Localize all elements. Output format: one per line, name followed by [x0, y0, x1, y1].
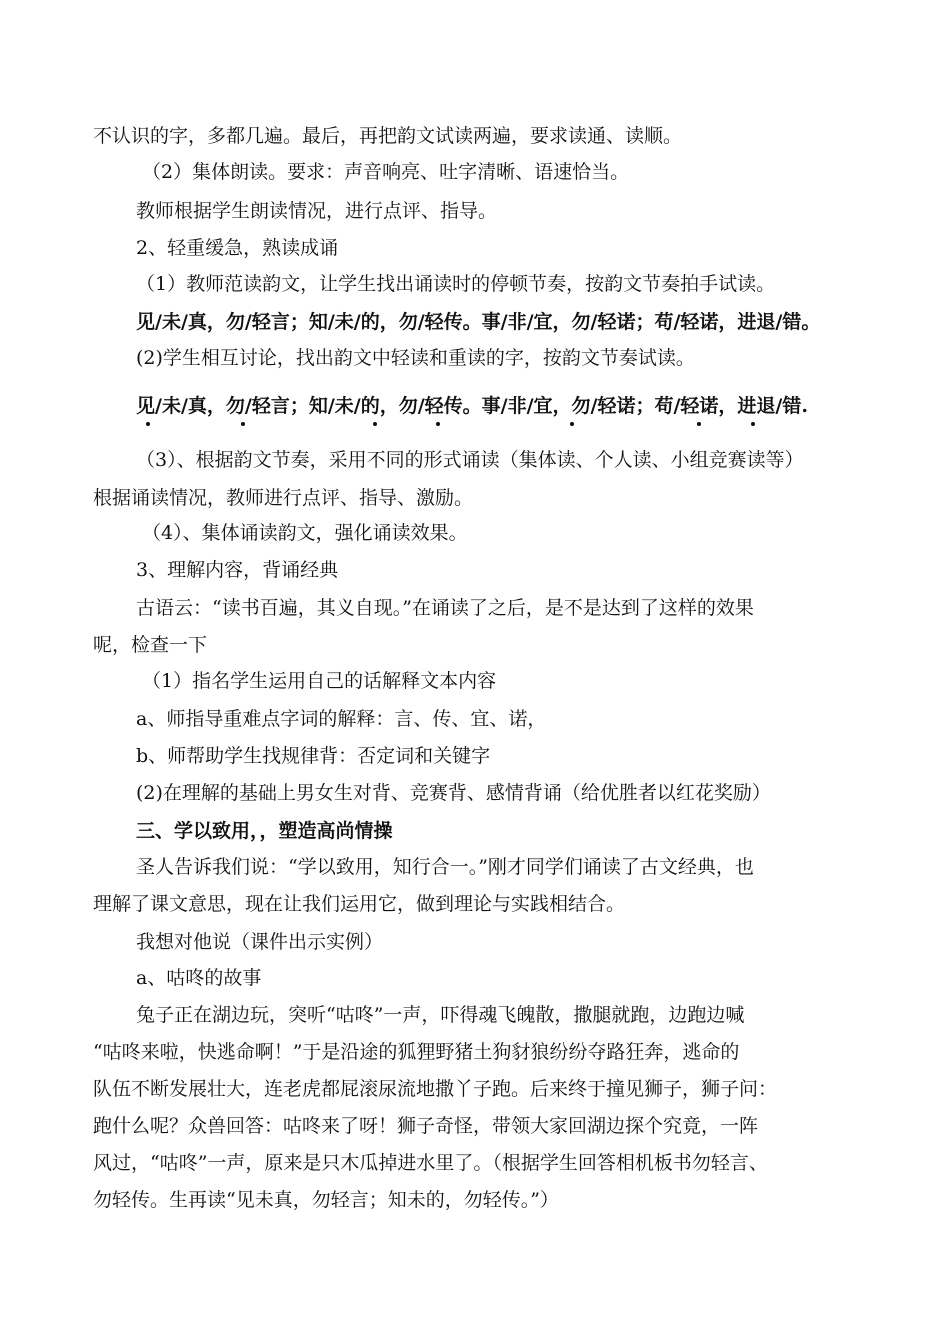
paragraph-line: 教师根据学生朗读情况，进行点评、指导。	[136, 200, 498, 222]
paragraph-line: （2）集体朗读。要求：声音响亮、吐字清晰、语速恰当。	[142, 161, 630, 183]
paragraph-line: a、咕咚的故事	[136, 967, 262, 989]
section-heading: 2、轻重缓急，熟读成诵	[136, 237, 339, 259]
stress-dot	[697, 422, 701, 426]
paragraph-line: （1）指名学生运用自己的话解释文本内容	[142, 670, 497, 692]
paragraph-line: b、师帮助学生找规律背：否定词和关键字	[136, 745, 491, 767]
paragraph-line: 理解了课文意思，现在让我们运用它，做到理论与实践相结合。	[93, 893, 626, 915]
verse-pause-marked: 见/未/真，勿/轻言；知/未/的，勿/轻传。事/非/宜，勿/轻诺；苟/轻诺，进退/错。	[136, 311, 821, 333]
paragraph-line: 我想对他说（课件出示实例）	[136, 931, 384, 953]
stress-dot	[436, 422, 440, 426]
stress-dot	[241, 422, 245, 426]
stress-dot	[570, 422, 574, 426]
stress-dot	[146, 422, 150, 426]
paragraph-line: “咕咚来啦，快逃命啊！”于是沿途的狐狸野猪土狗豺狼纷纷夺路狂奔，逃命的	[93, 1041, 740, 1063]
verse-stress-marked	[136, 394, 808, 418]
paragraph-line: 风过，“咕咚”一声，原来是只木瓜掉进水里了。（根据学生回答相机板书勿轻言、	[93, 1152, 768, 1174]
paragraph-line: 呢，检查一下	[93, 634, 208, 656]
paragraph-line: （1）教师范读韵文，让学生找出诵读时的停顿节奏，按韵文节奏拍手试读。	[136, 273, 776, 295]
paragraph-line: 不认识的字，多都几遍。最后，再把韵文试读两遍，要求读通、读顺。	[93, 125, 683, 147]
paragraph-line: a、师指导重难点字词的解释：言、传、宜、诺，	[136, 708, 547, 730]
paragraph-line: 队伍不断发展壮大，连老虎都屁滚尿流地撒丫子跑。后来终于撞见狮子，狮子问：	[93, 1078, 778, 1100]
stress-dot	[373, 422, 377, 426]
paragraph-line: (2)学生相互讨论，找出韵文中轻读和重读的字，按韵文节奏试读。	[136, 347, 695, 369]
paragraph-line: （4）、集体诵读韵文，强化诵读效果。	[142, 522, 468, 544]
paragraph-line: (2)在理解的基础上男女生对背、竞赛背、感情背诵（给优胜者以红花奖励）	[136, 782, 771, 804]
paragraph-line: 古语云：“读书百遍，其义自现。”在诵读了之后，是不是达到了这样的效果	[136, 597, 754, 619]
verse-text: 见/未/真，勿/轻言；知/未/的，勿/轻传。事/非/宜，勿/轻诺；苟/轻诺，进退/错.	[136, 395, 808, 417]
section-heading: 三、学以致用，，塑造高尚情操	[136, 820, 393, 842]
paragraph-line: 圣人告诉我们说：“学以致用，知行合一。”刚才同学们诵读了古文经典，也	[136, 856, 754, 878]
paragraph-line: （3）、根据韵文节奏，采用不同的形式诵读（集体读、个人读、小组竞赛读等）	[136, 449, 804, 471]
paragraph-line: 勿轻传。生再读“见未真，勿轻言；知未的，勿轻传。”）	[93, 1189, 559, 1211]
paragraph-line: 根据诵读情况，教师进行点评、指导、激励。	[93, 487, 474, 509]
stress-dot	[751, 422, 755, 426]
paragraph-line: 跑什么呢？众兽回答：咕咚来了呀！狮子奇怪，带领大家回湖边探个究竟，一阵	[93, 1115, 759, 1137]
section-heading: 3、理解内容，背诵经典	[136, 559, 339, 581]
paragraph-line: 兔子正在湖边玩，突听“咕咚”一声，吓得魂飞魄散，撒腿就跑，边跑边喊	[136, 1004, 745, 1026]
